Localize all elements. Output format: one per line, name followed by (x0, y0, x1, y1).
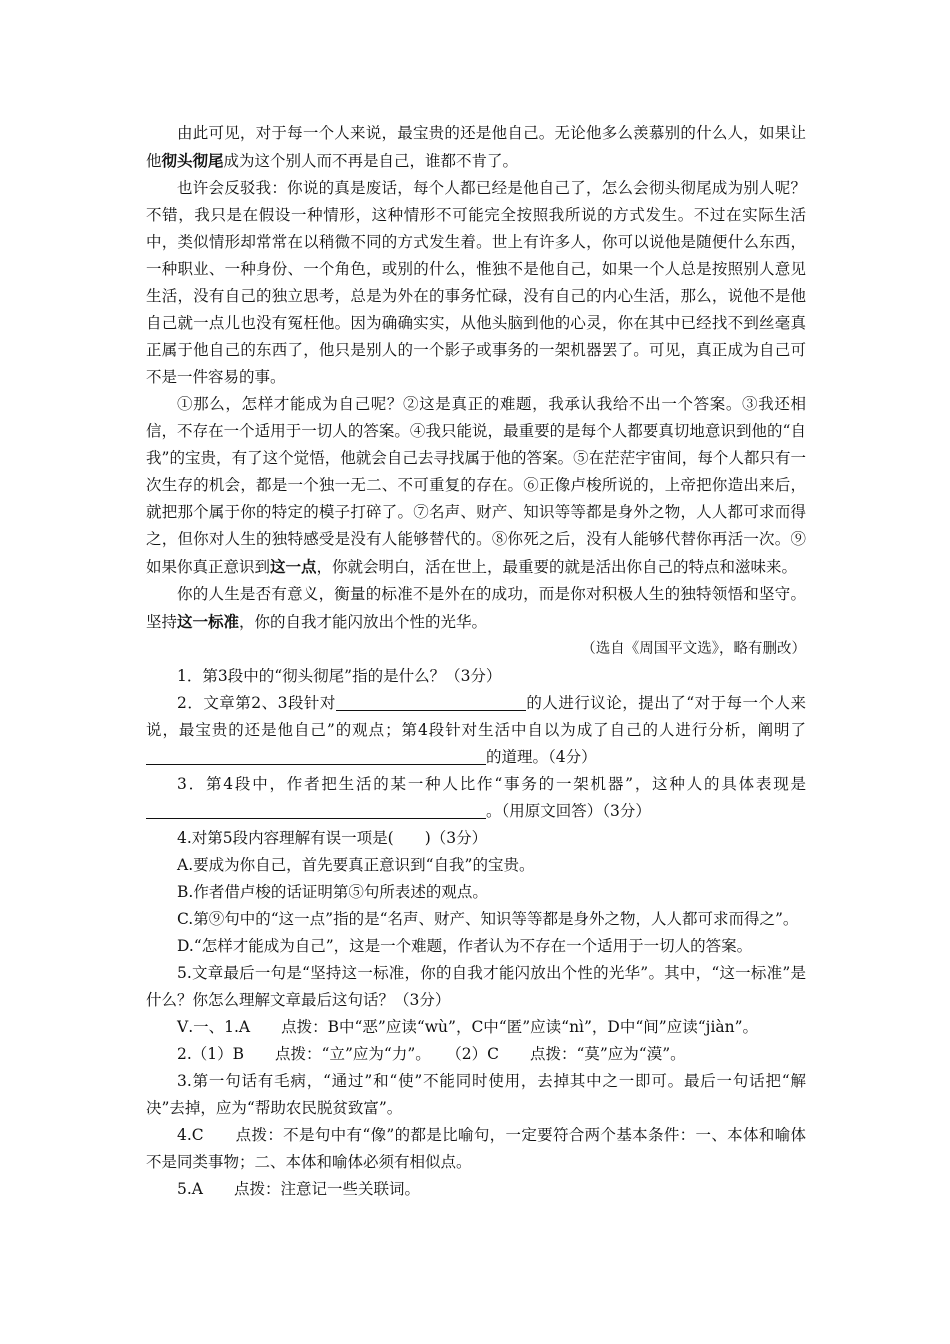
answer-blank (146, 746, 486, 765)
passage-text: ①那么，怎样才能成为自己呢？②这是真正的难题，我承认我给不出一个答案。③我还相信，不存在一个适用于一切人的答案。④我只能说，最重要的是每个人都要真切地意识到他的“自我”的宝贵，有了这个觉悟，他就会自己去寻找属于他的答案。⑤在茫茫宇宙间，每个人都只有一次生存的机会，都是一个独一无二、不可重复的存在。⑥正像卢梭所说的，上帝把你造出来后，就把那个属于你的特定的模子打碎了。⑦名声、财产、知识等等都是身外之物，人人都可求而得之，但你对人生的独特感受是没有人能够替代的。⑧你死之后，没有人能够代替你再活一次。⑨如果你真正意识到 (146, 395, 806, 576)
answer-3: 3.第一句话有毛病，“通过”和“使”不能同时使用，去掉其中之一即可。最后一句话把“解决”去掉，应为“帮助农民脱贫致富”。 (146, 1072, 806, 1117)
question-text: 。（用原文回答）（3分） (486, 802, 651, 820)
passage-text: 你的人生是否有意义，衡量的标准不是外在的成功，而是你对积极人生的独特领悟和坚守。坚持 (146, 585, 806, 631)
bold-phrase: 彻头彻尾 (161, 151, 224, 170)
answer-4: 4.C 点拨：不是句中有“像”的都是比喻句，一定要符合两个基本条件：一、本体和喻体不是同类事物；二、本体和喻体必须有相似点。 (146, 1126, 806, 1171)
question-4-option-b: B.作者借卢梭的话证明第⑤句所表述的观点。 (177, 883, 488, 901)
question-4-option-c: C.第⑨句中的“这一点”指的是“名声、财产、知识等等都是身外之物，人人都可求而得之”。 (177, 910, 799, 928)
answer-blank (146, 800, 486, 819)
passage-paragraph-2: 也许会反驳我：你说的真是废话，每个人都已经是他自己了，怎么会彻头彻尾成为别人呢？不错，我只是在假设一种情形，这种情形不可能完全按照我所说的方式发生。不过在实际生活中，类似情形却常常在以稍微不同的方式发生着。世上有许多人，你可以说他是随便什么东西，一种职业、一种身份、一个角色，或别的什么，惟独不是他自己，如果一个人总是按照别人意见生活，没有自己的独立思考，总是为外在的事务忙碌，没有自己的内心生活，那么，说他不是他自己就一点儿也没有冤枉他。因为确确实实，从他头脑到他的心灵，你在其中已经找不到丝毫真正属于他自己的东西了，他只是别人的一个影子或事务的一架机器罢了。可见，真正成为自己可不是一件容易的事。 (146, 179, 806, 386)
question-text: 的道理。（4分） (486, 748, 597, 766)
question-3 (146, 771, 806, 825)
bold-phrase: 这一点 (270, 557, 317, 576)
passage-text: ，你的自我才能闪放出个性的光华。 (239, 613, 488, 631)
answer-blank (336, 692, 526, 711)
question-1: 1．第3段中的“彻头彻尾”指的是什么？（3分） (177, 667, 502, 685)
answer-2: 2.（1）B 点拨：“立”应为“力”。 （2）C 点拨：“莫”应为“漠”。 (177, 1045, 686, 1063)
passage-paragraph-3 (146, 391, 806, 581)
question-5: 5.文章最后一句是“坚持这一标准，你的自我才能闪放出个性的光华”。其中，“这一标准”是什么？你怎么理解文章最后这句话？（3分） (146, 964, 806, 1009)
question-text: 2．文章第2、3段针对 (177, 694, 336, 712)
passage-paragraph-1 (146, 120, 806, 175)
question-2 (146, 690, 806, 771)
question-text: 3．第4段中，作者把生活的某一种人比作“事务的一架机器”，这种人的具体表现是 (177, 775, 806, 793)
question-text: 的人进行议论，提出了“对于每一个人来说，最宝贵的还是他自己”的观点；第4段针对生活中自以为成了自己的人进行分析，阐明了 (146, 694, 806, 739)
answer-1: Ⅴ.一、1.A 点拨：B中“恶”应读“wù”，C中“匿”应读“nì”，D中“间”应读“jiàn”。 (177, 1018, 759, 1036)
bold-phrase: 这一标准 (177, 612, 240, 631)
passage-paragraph-4 (146, 581, 806, 636)
source-citation: （选自《周国平文选》，略有删改） (581, 641, 806, 657)
passage-text: ，你就会明白，活在世上，最重要的就是活出你自己的特点和滋味来。 (316, 558, 798, 576)
question-4-option-d: D.“怎样才能成为自己”，这是一个难题，作者认为不存在一个适用于一切人的答案。 (177, 937, 753, 955)
passage-text: 成为这个别人而不再是自己，谁都不肯了。 (223, 152, 519, 170)
document-page (146, 120, 806, 1203)
question-4-option-a: A.要成为你自己，首先要真正意识到“自我”的宝贵。 (177, 856, 535, 874)
question-4: 4.对第5段内容理解有误一项是( )（3分） (177, 829, 488, 847)
answer-5: 5.A 点拨：注意记一些关联词。 (177, 1180, 420, 1198)
passage-text: 由此可见，对于每一个人来说，最宝贵的还是他自己。无论他多么羡慕别的什么人，如果让他 (146, 124, 806, 170)
